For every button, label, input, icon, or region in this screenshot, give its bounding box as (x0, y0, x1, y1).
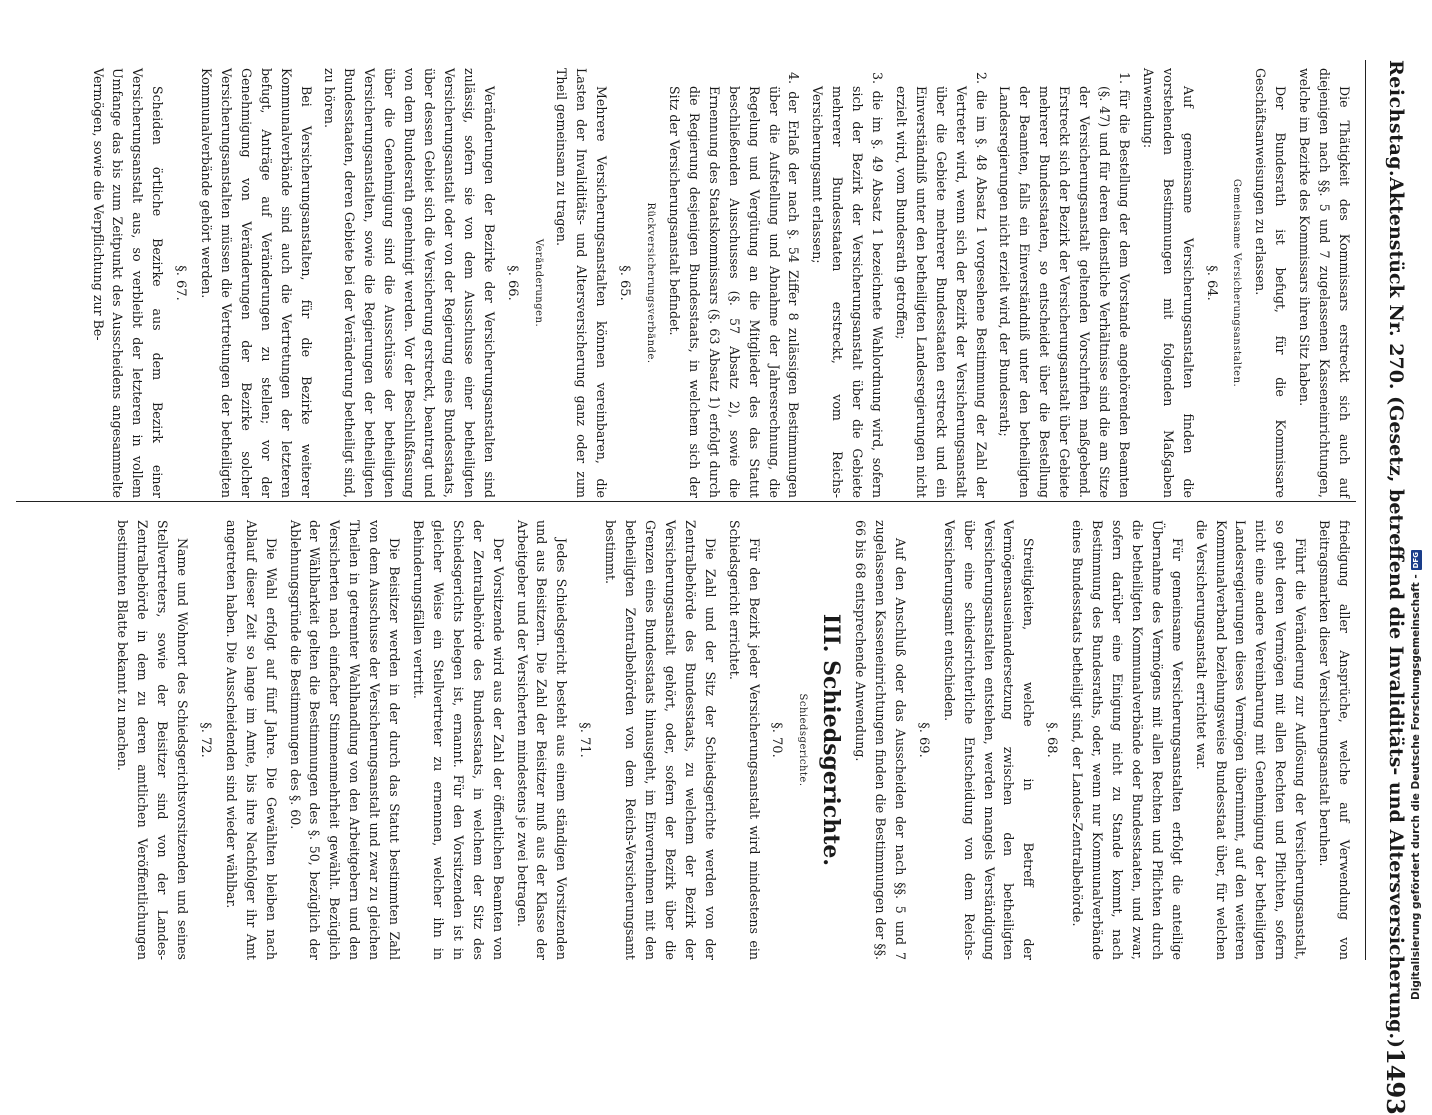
paragraph: Scheiden örtliche Bezirke aus dem Bezirk einer Versicherungsanstalt aus, so verbleibt der letzteren in vollem Umfange das bis zum Zeitpunkt des Ausscheidens angesammelte Vermögen, sowie die Verpflichtung zur Be- (90, 68, 166, 498)
list-item: 2. die im §. 48 Absatz 1 vorgesehene Bestimmung der Zahl der Vertreter wird, wenn sich der Bezirk der Versicherungsanstalt über die Gebiete mehrerer Bundesstaaten erstreckt und ein Einverständniß unter den betheiligten Landesregierungen nicht erzielt wird, vom Bundesrath getroffen; (893, 72, 989, 498)
paragraph: Veränderungen der Bezirke der Versicherungsanstalten sind zulässig, sofern sie von dem Ausschusse einer betheiligten Versicherungsanstalt oder von der Regierung eines Bundesstaats, über dessen Gebiet sich die Versicherung erstreckt, beantragt und von dem Bundesrath genehmigt werden. Vor der Beschlußfassung über die Genehmigung sind die Ausschüsse der betheiligten Versicherungsanstalten, sowie die Regierungen der betheiligten Bundesstaaten, deren Gebiete bei der Veränderung betheiligt sind, zu hören. (322, 68, 497, 498)
column-divider (16, 501, 1356, 502)
list-item: 4. der Erlaß der nach §. 54 Ziffer 8 zulässigen Bestimmungen über die Aufstellung und Abnahme der Jahresrechnung, die Regelung und Vergütung an die Mitglieder des das Statut beschließenden Ausschusses (§. 57 Absatz 2), sowie die Ernennung des Staatskommissars (§. 63 Absatz 1) erfolgt durch die Regierung desjenigen Bundesstaats, in welchem sich der Sitz der Versicherungsanstalt befindet. (667, 72, 802, 498)
paragraph: friedigung aller Ansprüche, welche auf Verwendung von Beitragsmarken dieser Versicherungsanstalt beruhen. (1317, 520, 1352, 960)
section-number: §. 64. (1203, 265, 1219, 301)
header-left: Reichstag. (1385, 60, 1407, 178)
paragraph: Der Bundesrath ist befugt, für die Kommissare Geschäftsanweisungen zu erlassen. (1253, 68, 1289, 498)
dfg-logo-icon: DFG (1411, 552, 1420, 569)
paragraph: Jedes Schiedsgericht besteht aus einem ständigen Vorsitzenden und aus Beisitzern. Die Zahl der Beisitzer muß aus der Klasse der Arbeitgeber und der Versicherten mindestens je zwei betragen. (514, 520, 570, 960)
paragraph: Die Wahl erfolgt auf fünf Jahre. Die Gewählten bleiben nach Ablauf dieser Zeit so lange im Amte, bis ihre Nachfolger ihr Amt angetreten haben. Die Ausscheidenden sind wieder wählbar. (223, 520, 279, 960)
section-number: §. 68. (1044, 722, 1060, 758)
section-caption: Veränderungen. (532, 238, 544, 328)
list-item: 3. die im §. 49 Absatz 1 bezeichnete Wahlordnung wird, sofern sich der Bezirk der Versicherungsanstalt über die Gebiete mehrerer Bundesstaaten erstreckt, vom Reichs-Versicherungsamt erlassen; (810, 72, 886, 498)
section-number: §. 72. (197, 722, 213, 758)
credit-text: Digitalisierung gefördert durch die Deutsche Forschungsgemeinschaft - (1410, 574, 1422, 1000)
paragraph: Streitigkeiten, welche in Betreff der Vermögensauseinandersetzung zwischen den betheiligten Versicherungsanstalten entstehen, werden mangels Verständigung über eine schiedsrichterliche Entscheidung von dem Reichs-Versicherungsamt entschieden. (941, 520, 1037, 960)
paragraph: Führt die Veränderung zur Auflösung der Versicherungsanstalt, so geht deren Vermögen mit allen Rechten und Pflichten, sofern nicht eine andere Vereinbarung mit Genehmigung der betheiligten Landesregierungen dieses Vermögen übernimmt, auf den weiteren Kommunalverband beziehungsweise Bundesstaat über, für welchen die Versicherungsanstalt errichtet war. (1193, 520, 1309, 960)
paragraph: Bei Versicherungsanstalten, für die Bezirke weiterer Kommunalverbände sind auch die Vertretungen der letzteren befugt, Anträge auf Veränderungen zu stellen; vor der Genehmigung von Veränderungen der Bezirke solcher Versicherungsanstalten müssen die Vertretungen der betheiligten Kommunalverbände gehört werden. (199, 68, 314, 498)
paragraph: Mehrere Versicherungsanstalten können vereinbaren, die Lasten der Invaliditäts- und Altersversicherung ganz oder zum Theil gemeinsam zu tragen. (554, 68, 610, 498)
left-column (14, 68, 1354, 498)
header-title: Aktenstück Nr. 270. (Gesetz, betreffend die Invaliditäts- und Altersversicherung.) (1385, 177, 1407, 1049)
section-caption: Rückversicherungsverbände. (645, 202, 657, 364)
page-number: 1493 (1381, 1048, 1411, 1115)
paragraph: Auf den Anschluß oder das Ausscheiden der nach §§. 5 und 7 zugelassenen Kasseneinrichtungen finden die Bestimmungen der §§. 66 bis 68 entsprechende Anwendung. (853, 520, 908, 960)
paragraph: Die Beisitzer werden in der durch das Statut bestimmten Zahl von dem Ausschusse der Versicherungsanstalt und zwar zu gleichen Theilen in getrennter Wahlhandlung von den Arbeitgebern und den Versicherten nach einfacher Stimmenmehrheit gewählt. Bezüglich der Wählbarkeit gelten die Bestimmungen des §. 50, bezüglich der Ablehnungsgründe die Bestimmungen des §. 60. (287, 520, 403, 960)
chapter-heading: III. Schiedsgerichte. (818, 613, 845, 867)
paragraph: Auf gemeinsame Versicherungsanstalten finden die vorstehenden Bestimmungen mit folgenden Maßgaben Anwendung: (1140, 68, 1196, 498)
paragraph: Name und Wohnort des Schiedsgerichtsvorsitzenden und seines Stellvertreters, sowie der Beisitzer sind von der Landes-Zentralbehörde in dem zu deren amtlichen Veröffentlichungen bestimmten Blatte bekannt zu machen. (115, 520, 191, 960)
section-number: §. 65. (617, 265, 633, 301)
paragraph: Für gemeinsame Versicherungsanstalten erfolgt die anteilige Übernahme des Vermögens mit allen Rechten und Pflichten durch die betheiligten Kommunalverbände oder Bundesstaaten, und zwar, sofern darüber eine Einigung nicht zu Stande kommt, nach Bestimmung des Bundesraths, oder, wenn nur Kommunalverbände eines Bundesstaats betheiligt sind, der Landes-Zentralbehörde. (1070, 520, 1185, 960)
section-number: §. 70. (769, 722, 785, 758)
digitization-credit (1410, 550, 1422, 1000)
section-number: §. 71. (577, 722, 593, 758)
section-number: §. 67. (173, 265, 189, 301)
paragraph: Der Vorsitzende wird aus der Zahl der öffentlichen Beamten von der Zentralbehörde des Bundesstaats, in welchem der Sitz des Schiedsgerichts belegen ist, ernannt. Für den Vorsitzenden ist in gleicher Weise ein Stellvertreter zu ernennen, welcher ihn in Behinderungsfällen vertritt. (411, 520, 506, 960)
paragraph: Die Zahl und der Sitz der Schiedsgerichte werden von der Zentralbehörde des Bundesstaats, zu welchem der Bezirk der Versicherungsanstalt gehört, oder, sofern der Bezirk über die Grenzen eines Bundesstaats hinausgeht, im Einvernehmen mit den betheiligten Zentralbehörden von dem Reichs-Versicherungsamt bestimmt. (603, 520, 718, 960)
right-column (14, 520, 1354, 960)
section-number: §. 69. (915, 722, 931, 758)
paragraph: Die Thätigkeit des Kommissars erstreckt sich auch auf diejenigen nach §§. 5 und 7 zugelassenen Kasseneinrichtungen, welche im Bezirke des Kommissars ihren Sitz haben. (1297, 68, 1352, 498)
section-caption: Schiedsgerichte. (797, 693, 809, 787)
section-number: §. 66. (504, 265, 520, 301)
paragraph: Für den Bezirk jeder Versicherungsanstalt wird mindestens ein Schiedsgericht errichtet. (726, 520, 762, 960)
section-caption: Gemeinsame Versicherungsanstalten. (1231, 178, 1243, 388)
list-item: 1. für die Bestellung der dem Vorstande angehörenden Beamten (§. 47) und für deren dienstliche Verhältnisse sind die am Sitze der Versicherungsanstalt geltenden Vorschriften maßgebend. Erstreckt sich der Bezirk der Versicherungsanstalt über Gebiete mehrerer Bundesstaaten, so entscheidet über die Bestellung der Beamten, falls ein Einverständniß unter den betheiligten Landesregierungen nicht erzielt wird, der Bundesrath; (997, 72, 1132, 498)
